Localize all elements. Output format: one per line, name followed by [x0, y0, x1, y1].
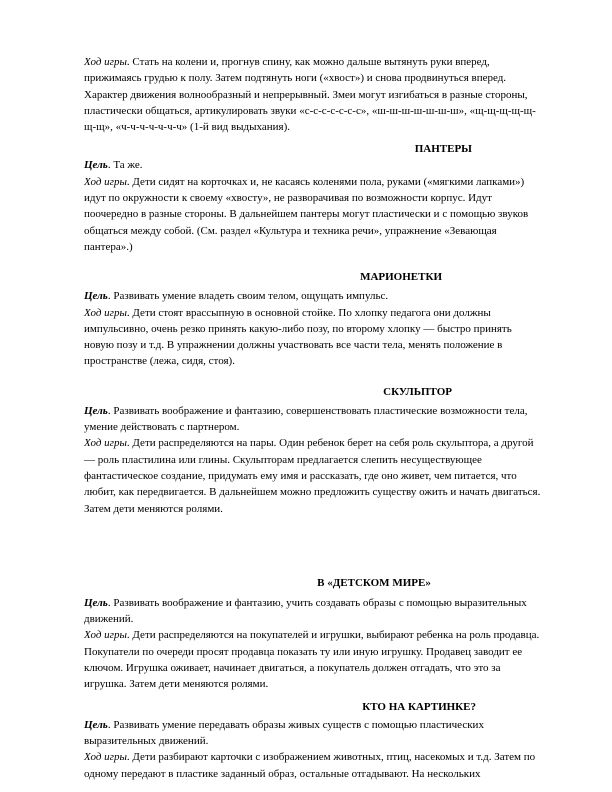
- marionettes-course-text: . Дети стоят врассыпную в основной стойке. По хлопку педагога они должны импульсивно, очень резко принять какую-либо позу, по второму хлопку — быстро принять новую позу и т.д. В упражнении должны участвовать все части тела, менять положение в пространстве (лежа, сидя, стоя).: [84, 306, 512, 368]
- picture-course-paragraph: [84, 749, 544, 782]
- course-label: Ход игры: [84, 175, 127, 188]
- course-label: Ход игры: [84, 306, 127, 319]
- course-label: Ход игры: [84, 56, 127, 68]
- sculptor-goal-text: . Развивать воображение и фантазию, совершенствовать пластические возможности тела, умение действовать с партнером.: [84, 404, 528, 434]
- picture-goal-text: . Развивать умение передавать образы живых существ с помощью пластических выразительных движений.: [84, 718, 484, 747]
- toystore-goal-paragraph: [84, 595, 544, 628]
- sculptor-course-text: . Дети распределяются на пары. Один ребенок берет на себя роль скульптора, а другой — роль пластилина или глины. Скульпторам предлагается слепить несуществующее фантастическое создание, придумать ему имя и рассказать, где оно живет, чем питается, что любит, как передвигается. В дальнейшем можно предложить существу ожить и начать двигаться. Затем дети меняются ролями.: [84, 437, 541, 515]
- panthers-course-text: . Дети сидят на корточках и, не касаясь коленями пола, руками («мягкими лапками») идут по окружности к своему «хвосту», не разворачивая по возможности корпус. Идут поочередно в разные стороны. В дальнейшем пантеры могут пластически и с помощью звуков общаться между собой. (См. раздел «Культура и техника речи», упражнение «Зевающая пантера».): [84, 175, 529, 253]
- goal-label: Цель: [84, 718, 108, 731]
- goal-label: Цель: [84, 159, 108, 172]
- goal-label: Цель: [84, 290, 108, 303]
- goal-label: Цель: [84, 404, 108, 417]
- intro-course-text: . Стать на колени и, прогнув спину, как можно дальше вытянуть руки вперед, прижимаясь грудью к полу. Затем подтянуть ноги («хвост») и снова продвинуться вперед. Характер движения волнообразный и непрерывный. Змеи могут изгибаться в разные стороны, пластически общаться, артикулировать звуки «с-с-с-с-с-с-с», «ш-ш-ш-ш-ш-ш-ш», «щ-щ-щ-щ-щ-щ-щ», «ч-ч-ч-ч-ч-ч-ч» (1-й вид выдыхания).: [84, 56, 536, 134]
- section-title-marionettes: МАРИОНЕТКИ: [360, 271, 442, 284]
- course-label: Ход игры: [84, 629, 127, 642]
- goal-label: Цель: [84, 596, 108, 609]
- section-title-panthers: ПАНТЕРЫ: [414, 143, 472, 156]
- course-label: Ход игры: [84, 437, 127, 450]
- intro-course-paragraph: [84, 54, 544, 135]
- panthers-goal-paragraph: [84, 157, 544, 173]
- picture-course-text: . Дети разбирают карточки с изображением животных, птиц, насекомых и т.д. Затем по одному передают в пластике заданный образ, остальные отгадывают. На нескольких: [84, 751, 536, 780]
- marionettes-course-paragraph: [84, 305, 544, 370]
- panthers-goal-text: . Та же.: [107, 159, 143, 172]
- toystore-course-paragraph: [84, 627, 544, 692]
- sculptor-goal-paragraph: [84, 403, 544, 436]
- marionettes-goal-paragraph: [84, 288, 544, 304]
- marionettes-goal-text: . Развивать умение владеть своим телом, ощущать импульс.: [107, 290, 389, 303]
- panthers-course-paragraph: [84, 174, 544, 255]
- section-title-toystore: В «ДЕТСКОМ МИРЕ»: [317, 576, 431, 589]
- toystore-goal-text: . Развивать воображение и фантазию, учить создавать образы с помощью выразительных движений.: [84, 596, 527, 626]
- section-title-picture: КТО НА КАРТИНКЕ?: [362, 700, 476, 713]
- picture-goal-paragraph: [84, 717, 544, 750]
- toystore-course-text: . Дети распределяются на покупателей и игрушки, выбирают ребенка на роль продавца. Покупатели по очереди просят продавца показать ту или иную игрушку. Продавец заводит ее ключом. Игрушка оживает, начинает двигаться, а покупатель должен отгадать, что это за игрушка. Затем дети меняются ролями.: [84, 629, 540, 691]
- course-label: Ход игры: [84, 751, 127, 764]
- page-content: [84, 50, 544, 782]
- section-title-sculptor: СКУЛЬПТОР: [383, 385, 452, 398]
- sculptor-course-paragraph: [84, 435, 544, 516]
